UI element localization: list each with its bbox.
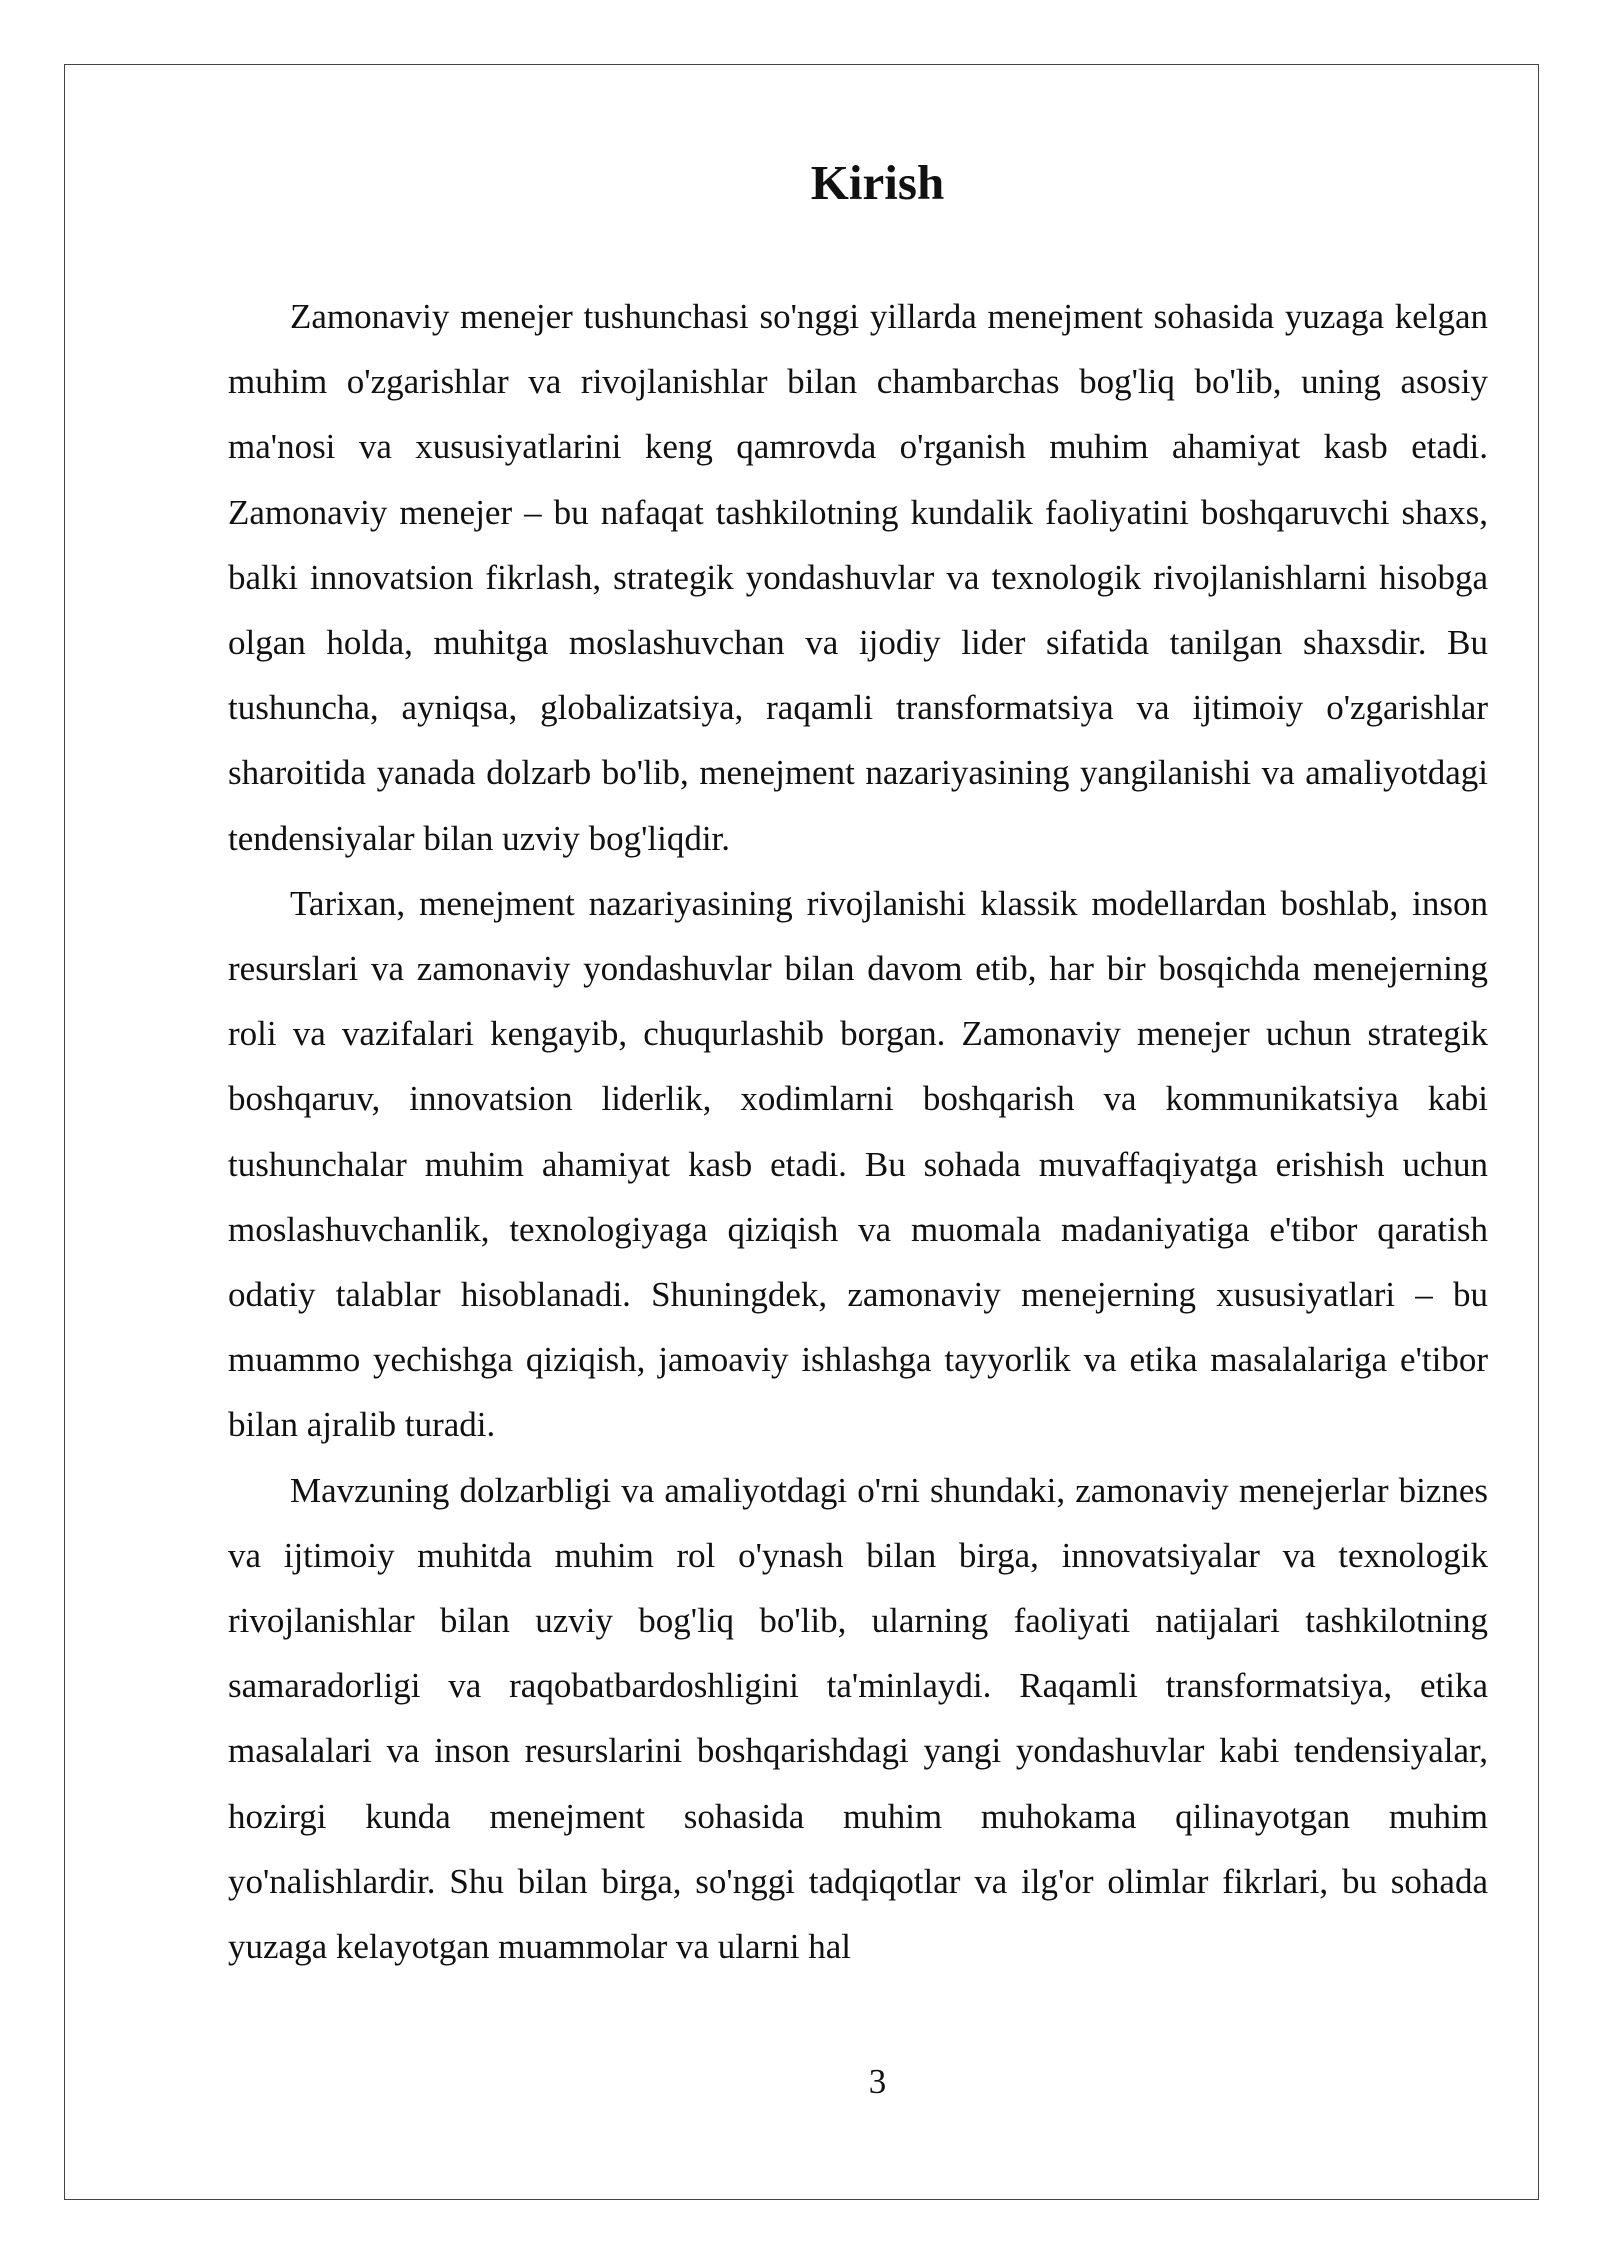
page-number: 3: [868, 2062, 887, 2101]
paragraph-1: Zamonaviy menejer tushunchasi so'nggi yillarda menejment sohasida yuzaga kelgan muhim o'zgarishlar va rivojlanishlar bilan chambarchas bog'liq bo'lib, uning asosiy ma'nosi va xususiyatlarini keng qamrovda o'rganish muhim ahamiyat kasb etadi. Zamonaviy menejer – bu nafaqat tashkilotning kundalik faoliyatini boshqaruvchi shaxs, balki innovatsion fikrlash, strategik yondashuvlar va texnologik rivojlanishlarni hisobga olgan holda, muhitga moslashuvchan va ijodiy lider sifatida tanilgan shaxsdir. Bu tushuncha, ayniqsa, globalizatsiya, raqamli transformatsiya va ijtimoiy o'zgarishlar sharoitida yanada dolzarb bo'lib, menejment nazariyasining yangilanishi va amaliyotdagi tendensiyalar bilan uzviy bog'liqdir.: [228, 297, 1488, 858]
page-title: Kirish: [810, 155, 945, 210]
paragraph-2: Tarixan, menejment nazariyasining rivojlanishi klassik modellardan boshlab, inson resurslari va zamonaviy yondashuvlar bilan davom etib, har bir bosqichda menejerning roli va vazifalari kengayib, chuqurlashib borgan. Zamonaviy menejer uchun strategik boshqaruv, innovatsion liderlik, xodimlarni boshqarish va kommunikatsiya kabi tushunchalar muhim ahamiyat kasb etadi. Bu sohada muvaffaqiyatga erishish uchun moslashuvchanlik, texnologiyaga qiziqish va muomala madaniyatiga e'tibor qaratish odatiy talablar hisoblanadi. Shuningdek, zamonaviy menejerning xususiyatlari – bu muammo yechishga qiziqish, jamoaviy ishlashga tayyorlik va etika masalalariga e'tibor bilan ajralib turadi.: [228, 883, 1488, 1445]
body-text: [228, 284, 1488, 1979]
paragraph-3: Mavzuning dolzarbligi va amaliyotdagi o'rni shundaki, zamonaviy menejerlar biznes va ijtimoiy muhitda muhim rol o'ynash bilan birga, innovatsiyalar va texnologik rivojlanishlar bilan uzviy bog'liq bo'lib, ularning faoliyati natijalari tashkilotning samaradorligi va raqobatbardoshligini ta'minlaydi. Raqamli transformatsiya, etika masalalari va inson resurslarini boshqarishdagi yangi yondashuvlar kabi tendensiyalar, hozirgi kunda menejment sohasida muhim muhokama qilinayotgan muhim yo'nalishlardir. Shu bilan birga, so'nggi tadqiqotlar va ilg'or olimlar fikrlari, bu sohada yuzaga kelayotgan muammolar va ularni hal: [228, 1470, 1488, 1967]
